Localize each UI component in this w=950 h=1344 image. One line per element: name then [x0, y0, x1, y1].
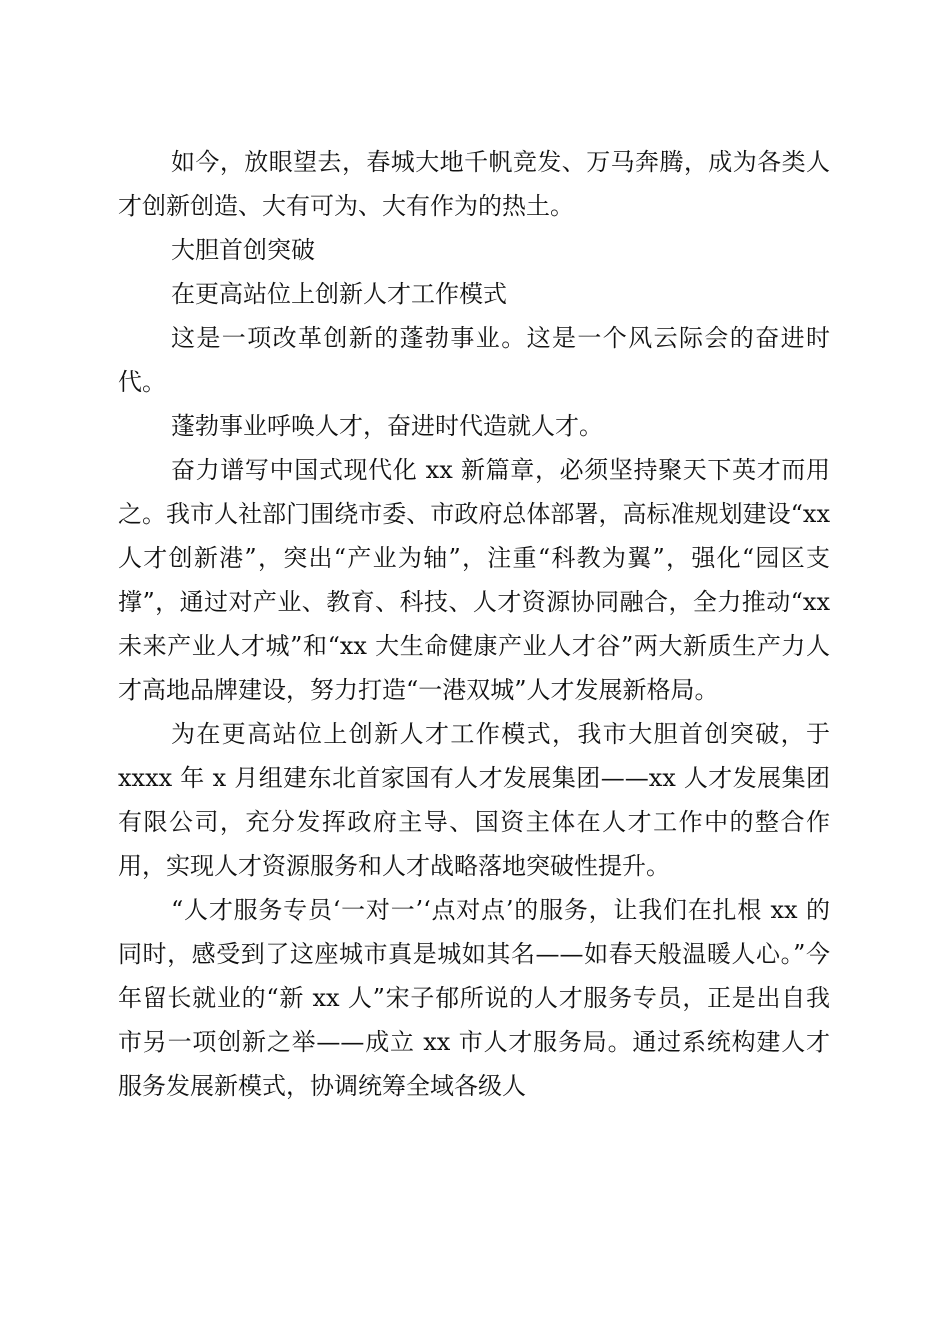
paragraph-1: 如今，放眼望去，春城大地千帆竞发、万马奔腾，成为各类人才创新创造、大有可为、大有作为的热土。 — [118, 148, 830, 220]
section-heading-1: 大胆首创突破 — [171, 236, 315, 264]
paragraph-6: “人才服务专员‘一对一’‘点对点’的服务，让我们在扎根 xx 的同时，感受到了这座城市真是城如其名——如春天般温暖人心。”今年留长就业的“新 xx 人”宋子郁所说的人才服务专员，正是出自我市另一项创新之举——成立 xx 市人才服务局。通过系统构建人才服务发展新模式，协调统筹全域各级人 — [118, 896, 830, 1100]
paragraph-3: 蓬勃事业呼唤人才，奋进时代造就人才。 — [171, 412, 603, 440]
paragraph-4: 奋力谱写中国式现代化 xx 新篇章，必须坚持聚天下英才而用之。我市人社部门围绕市委、市政府总体部署，高标准规划建设“xx 人才创新港”，突出“产业为轴”，注重“科教为翼”，强化“园区支撑”，通过对产业、教育、科技、人才资源协同融合，全力推动“xx 未来产业人才城”和“xx 大生命健康产业人才谷”两大新质生产力人才高地品牌建设，努力打造“一港双城”人才发展新格局。 — [118, 456, 830, 704]
document-body — [118, 140, 830, 1108]
paragraph-5: 为在更高站位上创新人才工作模式，我市大胆首创突破，于 xxxx 年 x 月组建东北首家国有人才发展集团——xx 人才发展集团有限公司，充分发挥政府主导、国资主体在人才工作中的整合作用，实现人才资源服务和人才战略落地突破性提升。 — [118, 720, 830, 880]
paragraph-2: 这是一项改革创新的蓬勃事业。这是一个风云际会的奋进时代。 — [118, 324, 830, 396]
section-heading-2: 在更高站位上创新人才工作模式 — [171, 280, 507, 308]
